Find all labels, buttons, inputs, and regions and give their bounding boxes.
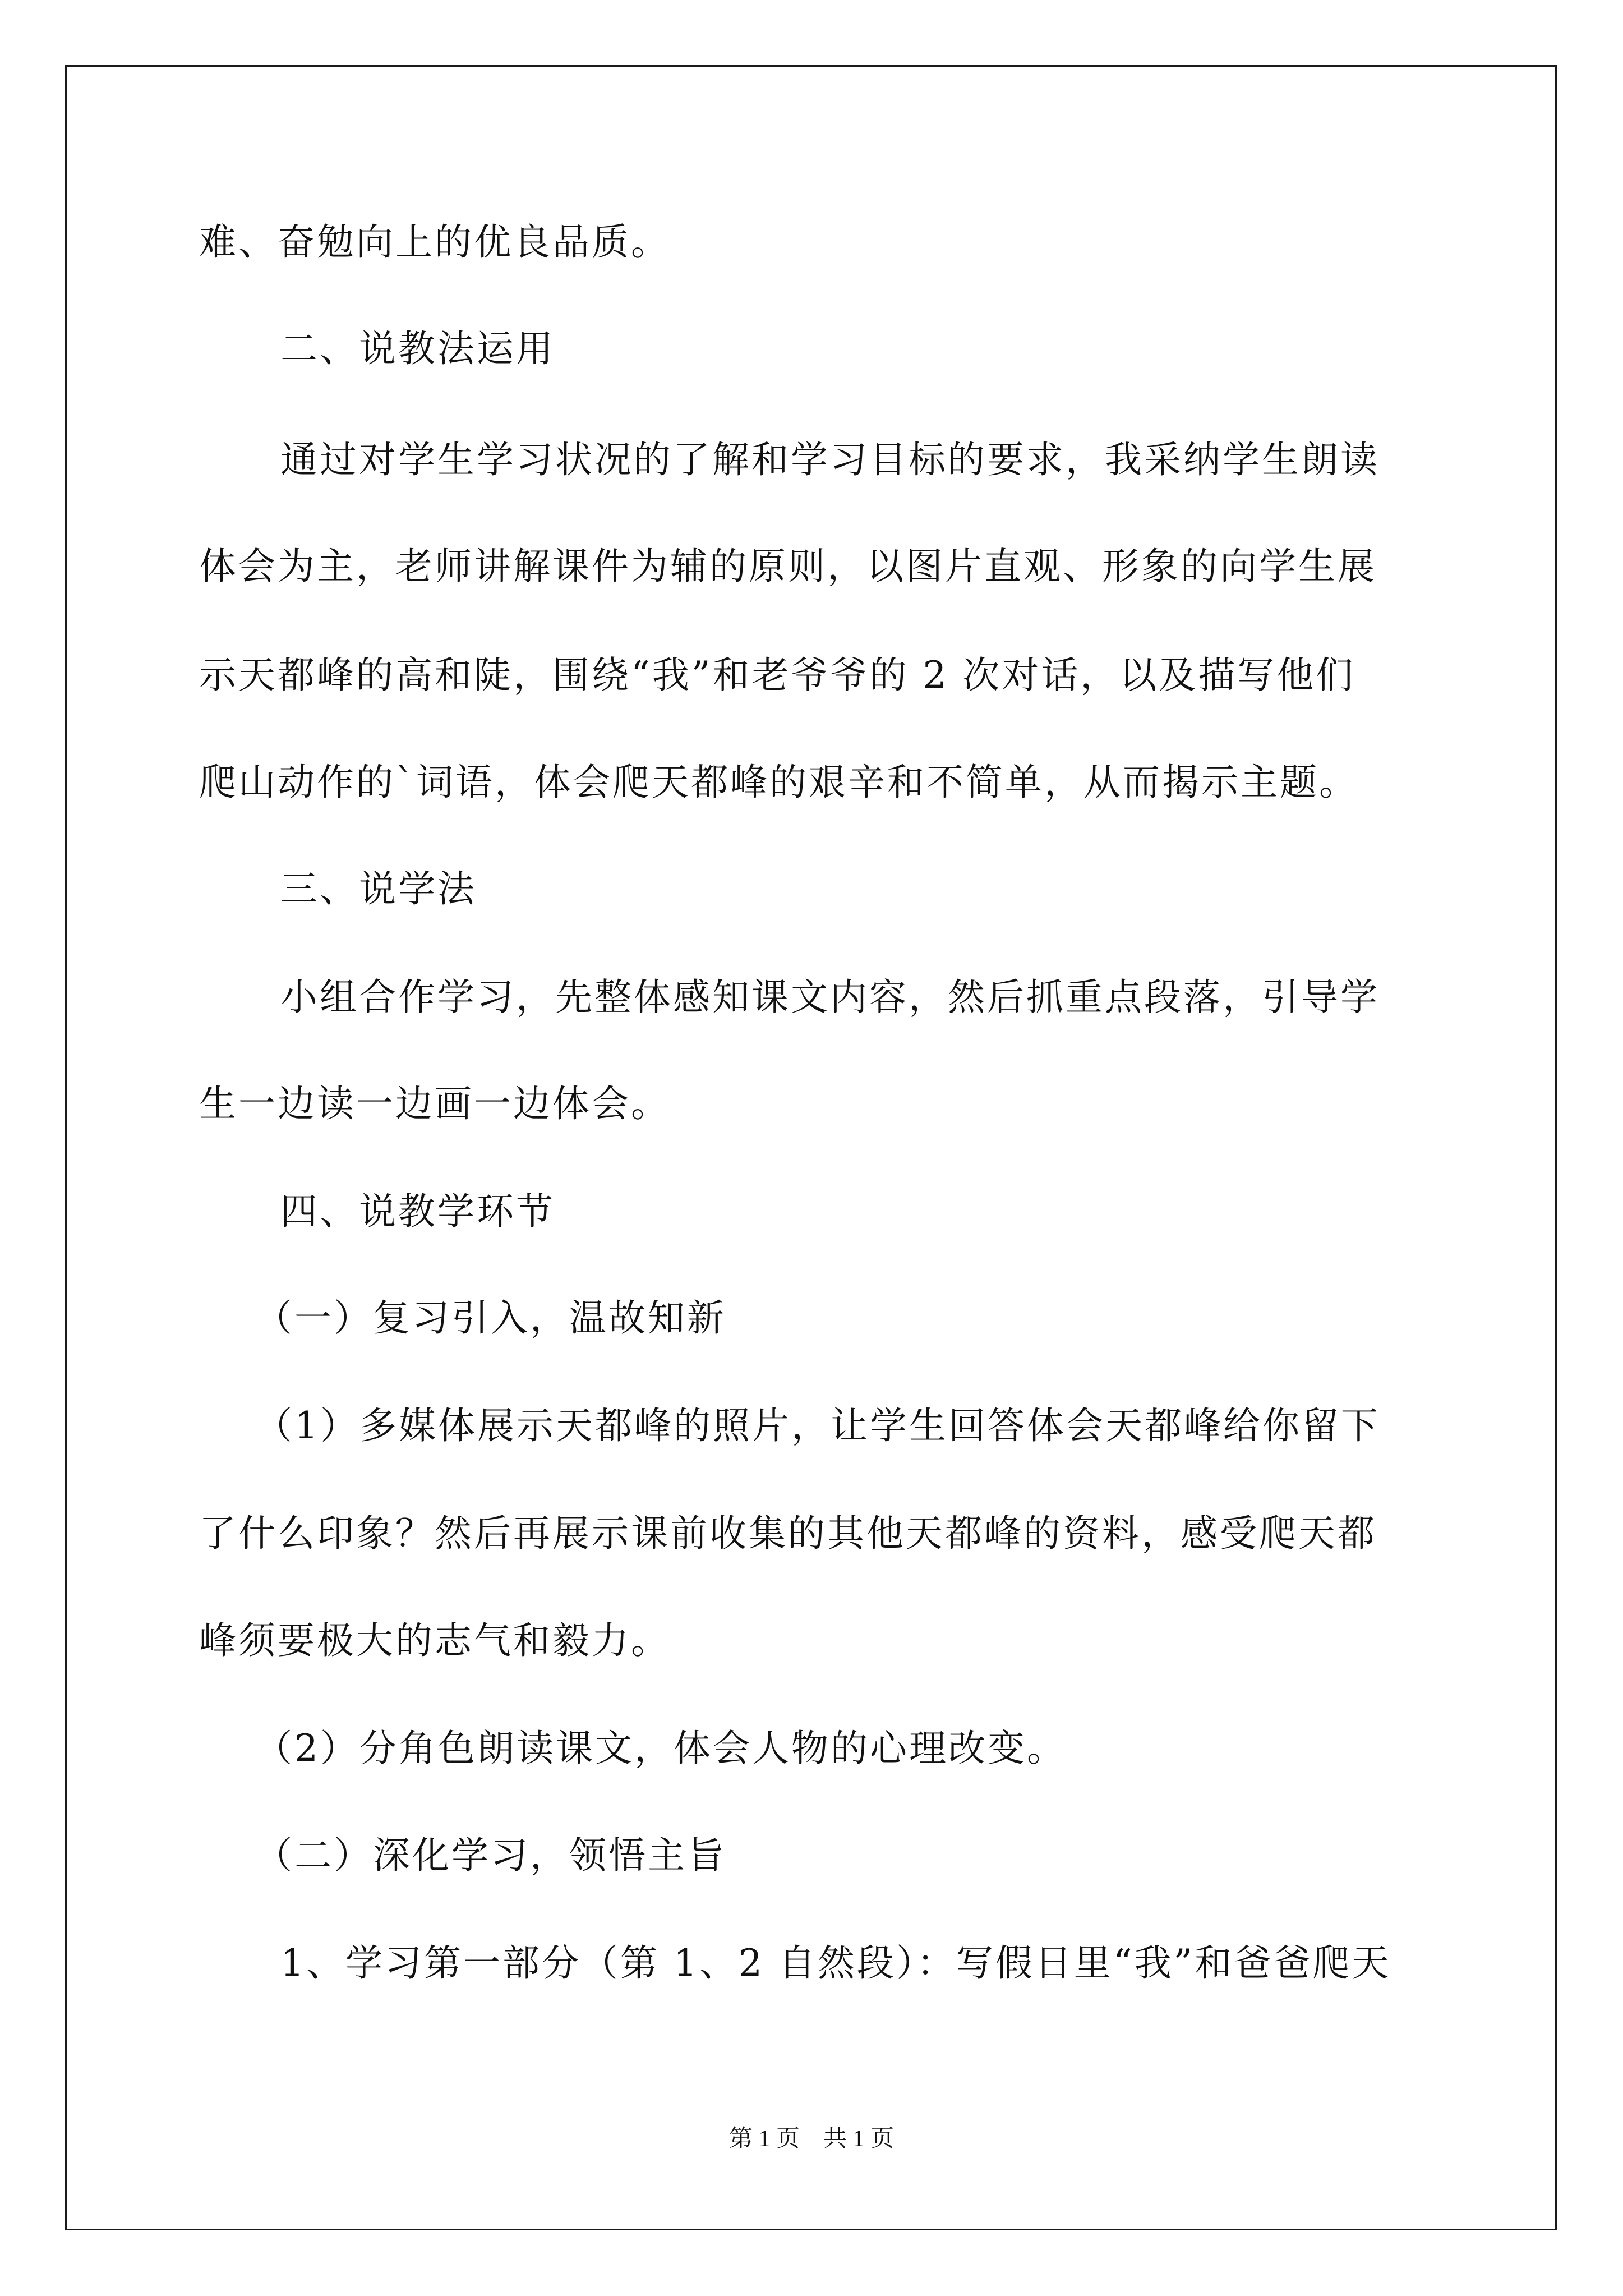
text-line: 1、学习第一部分（第 1、2 自然段）：写假日里“我”和爸爸爬天 <box>280 1941 1391 1985</box>
section-heading: 二、说教法运用 <box>280 327 555 370</box>
section-heading: 三、说学法 <box>280 867 477 910</box>
text-line: 体会为主，老师讲解课件为辅的原则，以图片直观、形象的向学生展 <box>199 545 1377 588</box>
text-line: 通过对学生学习状况的了解和学习目标的要求，我采纳学生朗读 <box>280 438 1380 481</box>
text-line: 示天都峰的高和陡，围绕“我”和老爷爷的 2 次对话，以及描写他们 <box>199 654 1355 697</box>
text-line: 了什么印象？然后再展示课前收集的其他天都峰的资料，感受爬天都 <box>199 1512 1377 1555</box>
text-line: 生一边读一边画一边体会。 <box>199 1082 670 1125</box>
text-line: 峰须要极大的志气和毅力。 <box>199 1619 670 1662</box>
subsection-heading: （一）复习引入，温故知新 <box>255 1296 726 1340</box>
section-heading: 四、说教学环节 <box>280 1190 555 1233</box>
text-line: 爬山动作的`词语，体会爬天都峰的艰辛和不简单，从而揭示主题。 <box>199 761 1358 804</box>
subsection-heading: （二）深化学习，领悟主旨 <box>255 1834 726 1877</box>
page-footer: 第 1 页 共 1 页 <box>728 2126 894 2152</box>
text-line: 小组合作学习，先整体感知课文内容，然后抓重点段落，引导学 <box>280 976 1380 1019</box>
text-line: （2）分角色朗读课文，体会人物的心理改变。 <box>255 1727 1066 1770</box>
text-line: （1）多媒体展示天都峰的照片，让学生回答体会天都峰给你留下 <box>255 1404 1380 1447</box>
page-border <box>65 65 1557 2230</box>
text-line: 难、奋勉向上的优良品质。 <box>199 220 670 264</box>
